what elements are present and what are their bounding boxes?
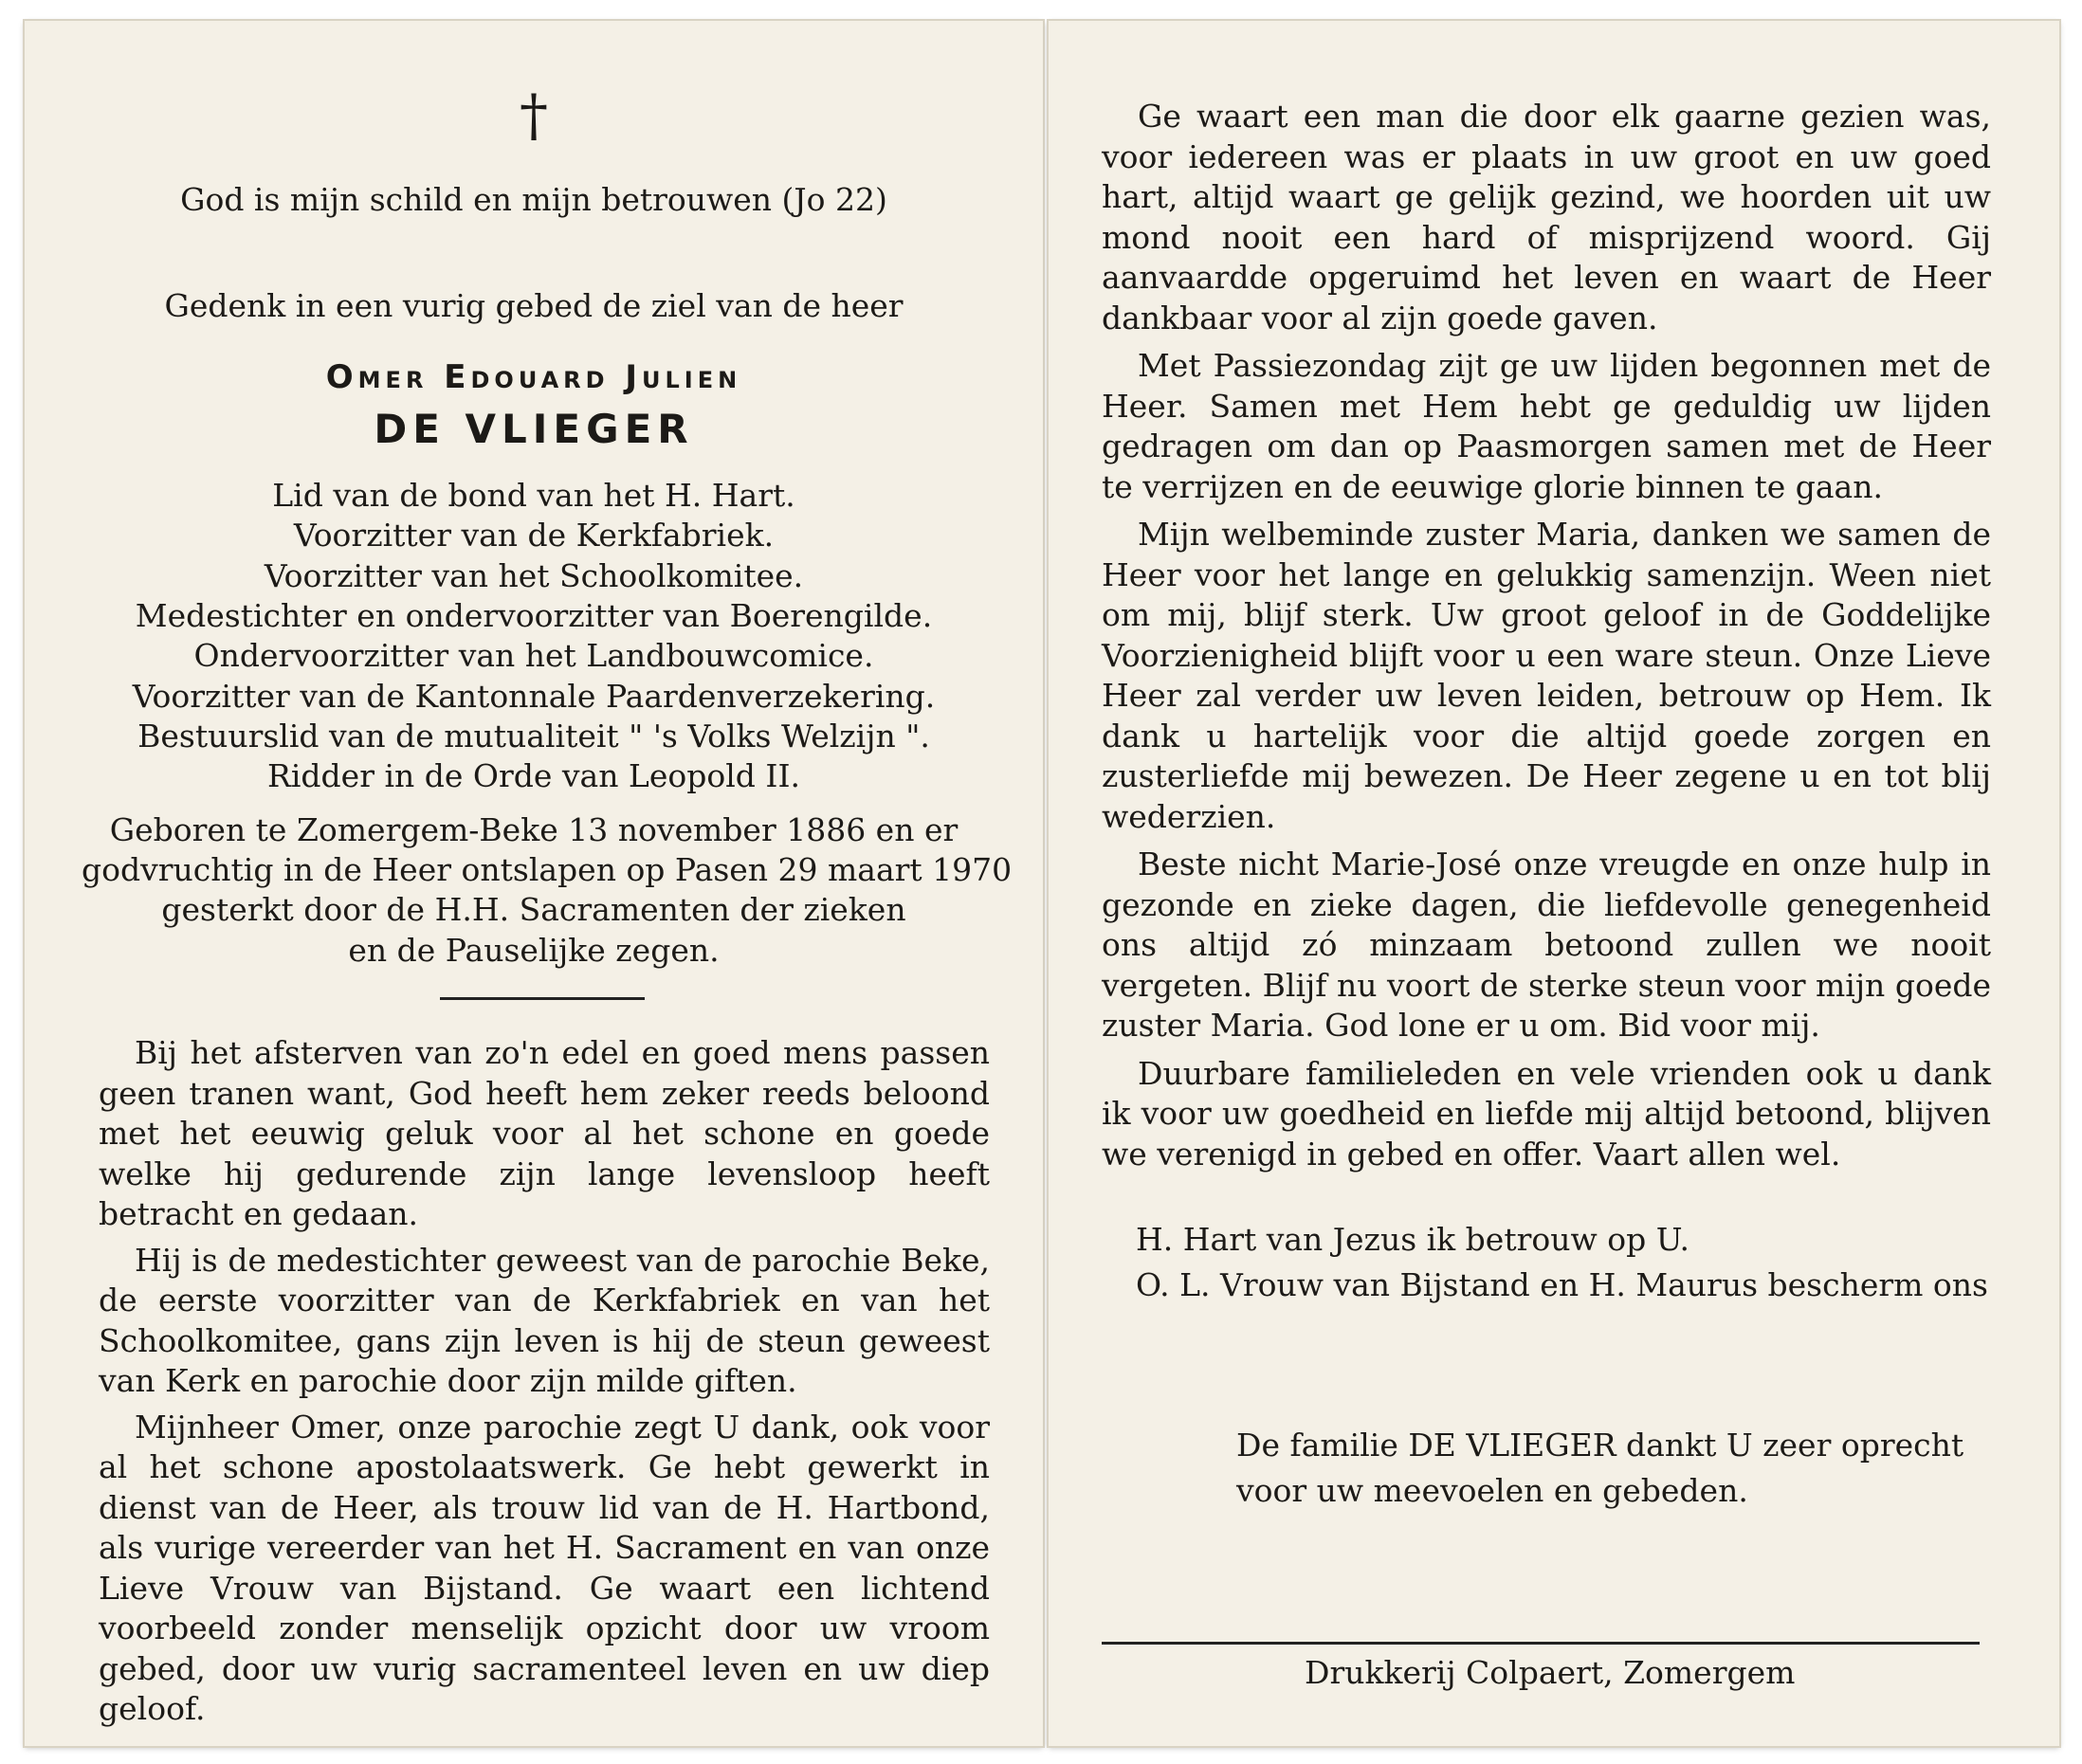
title-line: Voorzitter van het Schoolkomitee. xyxy=(264,557,804,594)
paragraph: Met Passiezondag zijt ge uw lijden begonnen met de Heer. Samen met Hem hebt ge geduldig uw lijden gedragen om dan op Paasmorgen samen met de Heer te verrijzen en de eeuwige glorie binnen te gaan. xyxy=(1102,347,1991,505)
title-line: Voorzitter van de Kantonnale Paardenverzekering. xyxy=(132,678,936,715)
paragraph: Bij het afsterven van zo'n edel en goed mens passen geen tranen want, God heeft hem zeker reeds beloond met het eeuwig geluk voor al het schone en goede welke hij gedurende zijn lange levensloop heeft betracht en gedaan. xyxy=(99,1034,990,1232)
paragraph: Mijnheer Omer, onze parochie zegt U dank, ook voor al het schone apostolaatswerk. Ge hebt gewerkt in dienst van de Heer, als trouw lid van de H. Hartbond, als vurige vereerder van het H. Sacrament en van onze Lieve Vrouw van Bijstand. Ge waart een lichtend voorbeeld zonder menselijk opzicht door uw vroom gebed, door uw vurig sacramenteel leven en uw diep geloof. xyxy=(99,1408,990,1727)
invocation-line: O. L. Vrouw van Bijstand en H. Maurus bescherm ons xyxy=(1136,1266,1988,1303)
title-line: Bestuurslid van de mutualiteit " 's Volks Welzijn ". xyxy=(137,718,930,755)
thanks-line: De familie DE VLIEGER dankt U zeer oprecht xyxy=(1236,1427,1964,1464)
paragraph: Hij is de medestichter geweest van de parochie Beke, de eerste voorzitter van de Kerkfabriek en van het Schoolkomitee, gans zijn leven is hij de steun geweest van Kerk en parochie door zijn milde giften. xyxy=(99,1241,990,1399)
title-line: Lid van de bond van het H. Hart. xyxy=(272,477,795,514)
title-line: Ondervoorzitter van het Landbouwcomice. xyxy=(193,637,874,674)
motto: God is mijn schild en mijn betrouwen (Jo 22) xyxy=(180,181,887,218)
cross-icon: † xyxy=(520,82,548,149)
surname: DE VLIEGER xyxy=(374,406,694,452)
birth-death-line: gesterkt door de H.H. Sacramenten der zieken xyxy=(161,891,906,928)
paragraph: Duurbare familieleden en vele vrienden ook u dank ik voor uw goedheid en liefde mij altijd betoond, blijven we verenigd in gebed en offer. Vaart allen wel. xyxy=(1102,1054,1991,1173)
left-body-text xyxy=(99,1033,990,1730)
printer-credit: Drukkerij Colpaert, Zomergem xyxy=(1305,1654,1796,1691)
title-line: Ridder in de Orde van Leopold II. xyxy=(267,757,800,794)
left-page xyxy=(25,21,1043,1746)
first-names: Omer Edouard Julien xyxy=(325,358,742,396)
paragraph: Beste nicht Marie-José onze vreugde en onze hulp in gezonde en zieke dagen, die liefdevolle genegenheid ons altijd zó minzaam betoond zullen we nooit vergeten. Blijf nu voort de sterke steun voor mijn goede zuster Maria. God lone er u om. Bid voor mij. xyxy=(1102,846,1991,1044)
thanks-line: voor uw meevoelen en gebeden. xyxy=(1236,1472,1748,1509)
divider xyxy=(440,997,645,1000)
birth-death-line: godvruchtig in de Heer ontslapen op Pasen 29 maart 1970 xyxy=(82,851,1013,888)
title-line: Voorzitter van de Kerkfabriek. xyxy=(293,517,775,554)
paragraph: Ge waart een man die door elk gaarne gezien was, voor iedereen was er plaats in uw groot en uw goed hart, altijd waart ge gelijk gezind, we hoorden uit uw mond nooit een hard of misprijzend woord. Gij aanvaardde opgeruimd het leven en waart de Heer dankbaar voor al zijn goede gaven. xyxy=(1102,98,1991,336)
title-line: Medestichter en ondervoorzitter van Boerengilde. xyxy=(135,597,933,634)
invocation-line: H. Hart van Jezus ik betrouw op U. xyxy=(1136,1221,1689,1258)
right-page xyxy=(1049,21,2059,1746)
birth-death-line: Geboren te Zomergem-Beke 13 november 1886 en er xyxy=(109,811,959,848)
birth-death-line: en de Pauselijke zegen. xyxy=(348,932,720,969)
paragraph: Mijn welbeminde zuster Maria, danken we samen de Heer voor het lange en gelukkig samenzijn. Ween niet om mij, blijf sterk. Uw groot geloof in de Goddelijke Voorzienigheid blijft voor u een ware steun. Onze Lieve Heer zal verder uw leven leiden, betrouw op Hem. Ik dank u hartelijk voor die altijd goede zorgen en zusterliefde mij bewezen. De Heer zegene u en tot blij wederzien. xyxy=(1102,516,1991,835)
intro-line: Gedenk in een vurig gebed de ziel van de heer xyxy=(164,287,904,324)
footer-rule xyxy=(1102,1642,1980,1645)
right-body-text xyxy=(1102,97,1991,1174)
